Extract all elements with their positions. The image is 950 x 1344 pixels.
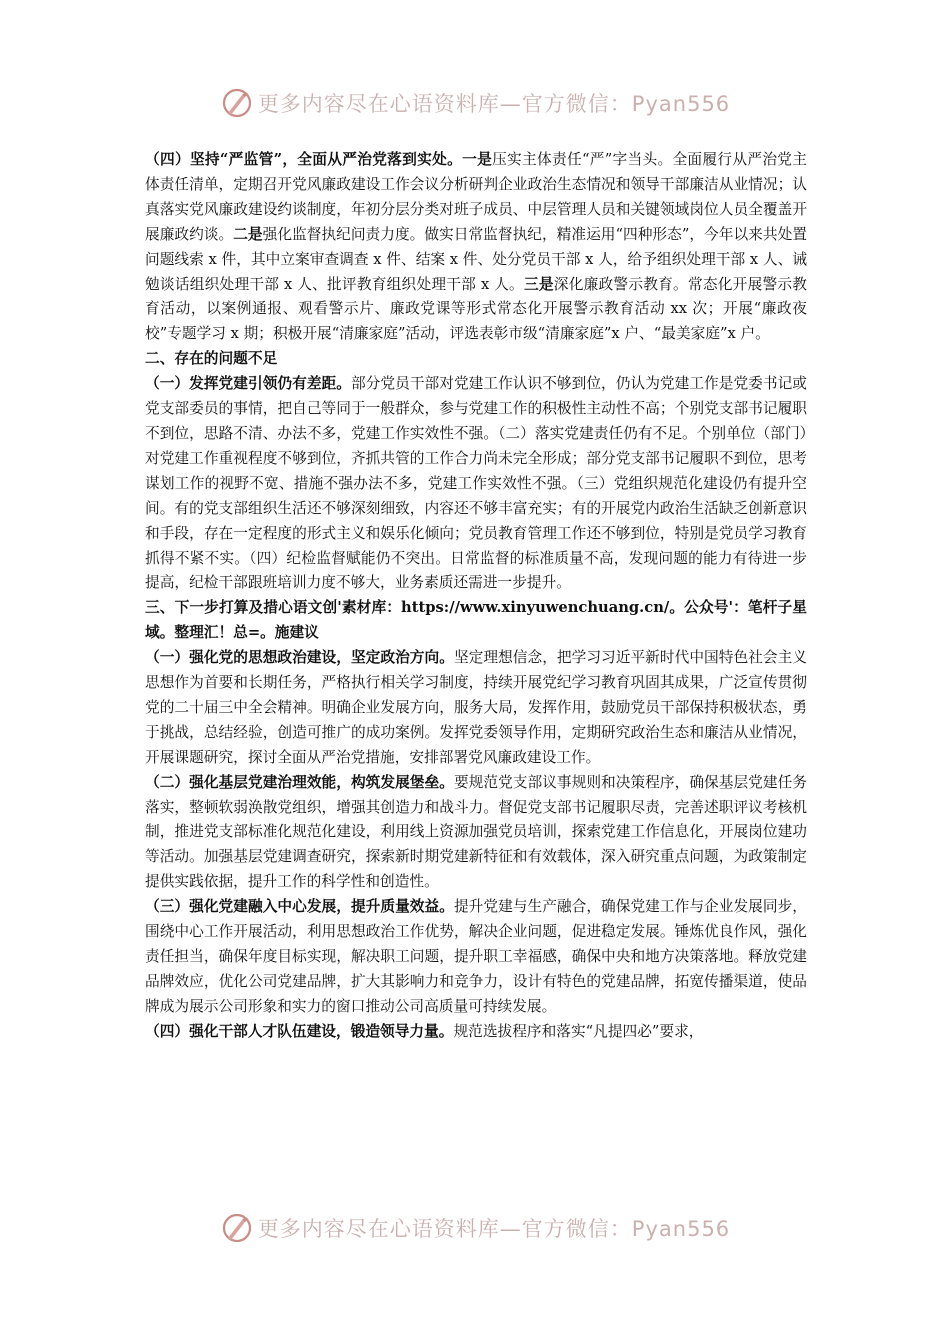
watermark-text: 更多内容尽在心语资料库—官方微信：Pyan556 [257, 92, 731, 116]
heading-next-steps: 三、下一步打算及措心语文创'素材库：https://www.xinyuwenchuang.cn/。公众号'：笔杆子星域。整理汇！总=。施建议 [145, 599, 807, 642]
paragraph-text: 要规范党支部议事规则和决策程序，确保基层党建任务落实，整顿软弱涣散党组织，增强其创造力和战斗力。督促党支部书记履职尽责，完善述职评议考核机制，推进党支部标准化规范化建设，利用线上资源加强党员培训，探索党建工作信息化，开展岗位建功等活动。加强基层党建调查研究，探索新时期党建新特征和有效载体，深入研究重点问题，为政策制定提供实践依据，提升工作的科学性和创造性。 [145, 773, 807, 891]
heading-problems: 二、存在的问题不足 [145, 350, 278, 368]
paragraph-lead: （二）强化基层党建治理效能，构筑发展堡垒。 [145, 773, 454, 791]
point-three-label: 三是 [523, 275, 554, 293]
paragraph-text: 提升党建与生产融合，确保党建工作与企业发展同步，围绕中心工作开展活动，利用思想政治工作优势，解决企业问题，促进稳定发展。锤炼优良作风，强化责任担当，确保年度目标实现，解决职工问题，提升职工幸福感，确保中央和地方决策落地。释放党建品牌效应，优化公司党建品牌，扩大其影响力和竞争力，设计有特色的党建品牌，拓宽传播渠道，使品牌成为展示公司形象和实力的窗口推动公司高质量可持续发展。 [145, 898, 807, 1015]
point-one-label: 一是 [462, 151, 493, 168]
point-three-text: 深化廉政警示教育。常态化开展警示教育活动，以案例通报、观看警示片、廉政党课等形式常态化开展警示教育活动 xx 次；开展“廉政夜校”专题学习 x 期；积极开展“清廉家庭”活动，评选表彰市级“清廉家庭”x 户、“最美家庭”x 户。 [145, 275, 807, 343]
paragraph-lead: （一）发挥党建引领仍有差距。 [145, 375, 351, 393]
paragraph-lead: （一）强化党的思想政治建设，坚定政治方向。 [145, 649, 454, 667]
point-two-text: 强化监督执纪问责力度。做实日常监督执纪，精准运用“四种形态”，今年以来共处置问题线索 x 件，其中立案审查调查 x 件、结案 x 件、处分党员干部 x 人，给予组织处理干部 x 人、诫勉谈话组织处理干部 x 人、批评教育组织处理干部 x 人。 [145, 225, 807, 293]
paragraph-lead: （三）强化党建融入中心发展，提升质量效益。 [145, 898, 454, 916]
paragraph-lead: （四）强化干部人才队伍建设，锻造领导力量。 [145, 1022, 454, 1040]
pen-circle-logo-icon [220, 1211, 254, 1245]
footer-watermark-banner [0, 1208, 950, 1248]
header-watermark-banner [0, 83, 950, 123]
point-one-text: 压实主体责任“严”字当头。全面履行从严治党主体责任清单，定期召开党风廉政建设工作会议分析研判企业政治生态情况和领导干部廉洁从业情况；认真落实党风廉政建设约谈制度，年初分层分类对班子成员、中层管理人员和关键领域岗位人员全覆盖开展廉政约谈。 [145, 151, 807, 243]
paragraph-lead: （四）坚持“严监管”，全面从严治党落到实处。 [145, 151, 463, 168]
point-two-label: 二是 [233, 225, 263, 243]
paragraph-suggestion-3 [145, 895, 807, 1020]
paragraph-text: 部分党员干部对党建工作认识不够到位，仍认为党建工作是党委书记或党支部委员的事情，把自己等同于一般群众，参与党建工作的积极性主动性不高；个别党支部书记履职不到位，思路不清、办法不多，党建工作实效性不强。（二）落实党建责任仍有不足。个别单位（部门）对党建工作重视程度不够到位，齐抓共管的工作合力尚未完全形成；部分党支部书记履职不到位，思考谋划工作的视野不宽、措施不强办法不多，党建工作实效性不强。（三）党组织规范化建设仍有提升空间。有的党支部组织生活还不够深刻细致，内容还不够丰富充实；有的开展党内政治生活缺乏创新意识和手段，存在一定程度的形式主义和娱乐化倾向；党员教育管理工作还不够到位，特别是党员学习教育抓得不紧不实。（四）纪检监督赋能仍不突出。日常监督的标准质量不高，发现问题的能力有待进一步提高，纪检干部跟班培训力度不够大，业务素质还需进一步提升。 [145, 375, 807, 592]
paragraph-suggestion-2 [145, 771, 807, 896]
pen-circle-logo-icon [220, 86, 254, 120]
paragraph-text: 规范选拔程序和落实“凡提四必”要求， [453, 1022, 704, 1040]
document-body [145, 148, 807, 1045]
paragraph-4-strict-supervision [145, 148, 807, 347]
paragraph-problems [145, 372, 807, 596]
watermark-text: 更多内容尽在心语资料库—官方微信：Pyan556 [257, 1217, 731, 1241]
paragraph-suggestion-1 [145, 646, 807, 771]
paragraph-text: 坚定理想信念，把学习习近平新时代中国特色社会主义思想作为首要和长期任务，严格执行相关学习制度，持续开展党纪学习教育巩固其成果，广泛宣传贯彻党的二十届三中全会精神。明确企业发展方向，服务大局，发挥作用，鼓励党员干部保持积极状态，勇于挑战，总结经验，创造可推广的成功案例。发挥党委领导作用，定期研究政治生态和廉洁从业情况，开展课题研究，探讨全面从严治党措施，安排部署党风廉政建设工作。 [145, 649, 807, 766]
paragraph-suggestion-4 [145, 1020, 807, 1045]
